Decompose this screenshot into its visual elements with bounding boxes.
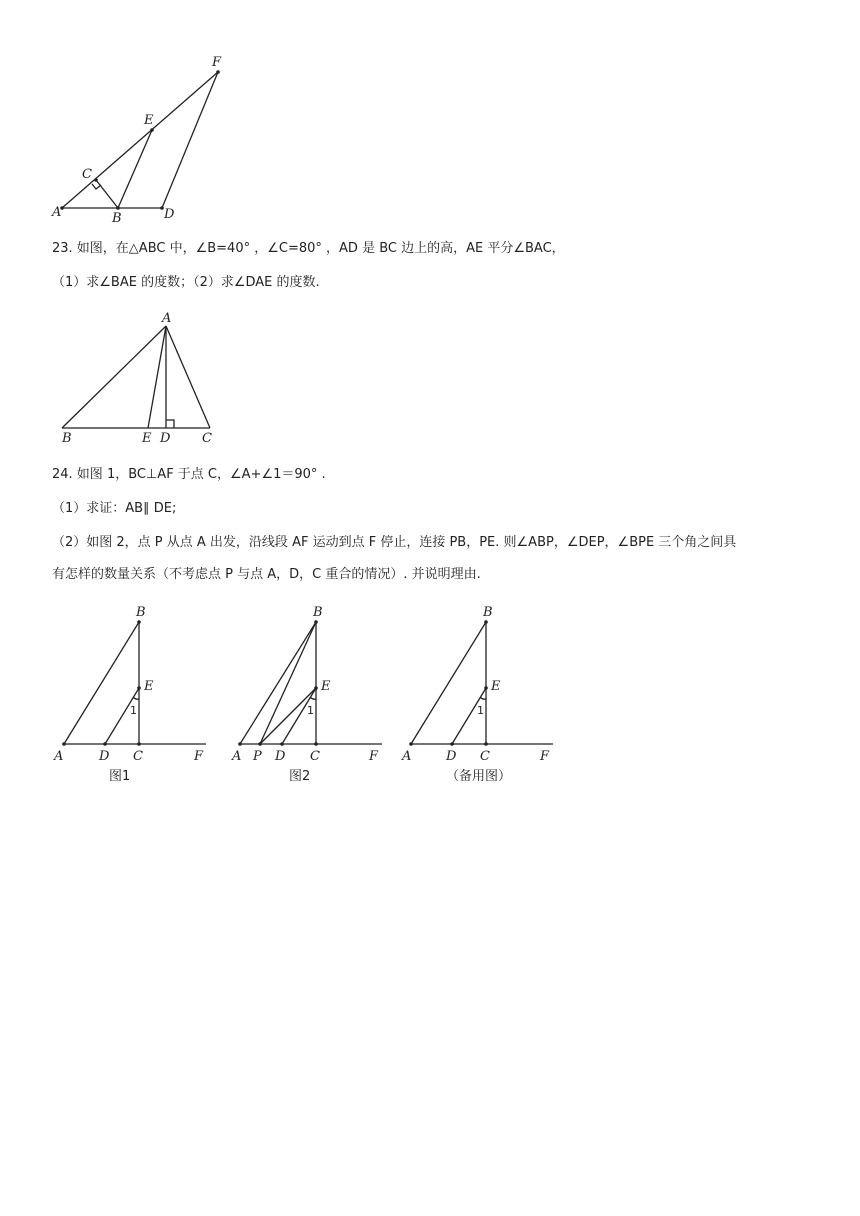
label-e: E	[144, 679, 154, 694]
label-a: A	[402, 749, 412, 764]
q24-figure-1	[53, 605, 206, 784]
label-b: B	[62, 431, 72, 446]
label-b: B	[483, 605, 493, 620]
label-c: C	[310, 749, 320, 764]
caption-fig2: 图2	[289, 769, 311, 784]
label-a: A	[232, 749, 242, 764]
point-c	[137, 742, 141, 746]
point-a	[409, 742, 413, 746]
label-angle-1: 1	[307, 704, 314, 717]
label-a: A	[54, 749, 64, 764]
point-e	[314, 686, 318, 690]
point-a	[62, 742, 66, 746]
label-d: D	[164, 207, 175, 222]
point-b	[137, 620, 141, 624]
label-c: C	[133, 749, 143, 764]
point-a	[238, 742, 242, 746]
point-p	[258, 742, 262, 746]
angle-1-arc	[133, 697, 139, 699]
point-b	[484, 620, 488, 624]
point-b	[314, 620, 318, 624]
q24-line2: （1）求证：AB∥ DE;	[52, 501, 177, 516]
label-d: D	[446, 749, 457, 764]
point-d	[103, 742, 107, 746]
caption-spare: （备用图）	[446, 769, 512, 784]
label-c: C	[82, 167, 92, 182]
label-d: D	[275, 749, 286, 764]
label-e: E	[321, 679, 331, 694]
label-e: E	[491, 679, 501, 694]
label-b: B	[136, 605, 146, 620]
label-angle-1: 1	[477, 704, 484, 717]
label-e: E	[144, 113, 154, 128]
point-d	[450, 742, 454, 746]
point-e	[137, 686, 141, 690]
q24-line1: 24. 如图 1，BC⊥AF 于点 C，∠A+∠1＝90° .	[52, 467, 326, 482]
label-b: B	[112, 211, 122, 226]
point-d	[280, 742, 284, 746]
segment-ab	[64, 622, 139, 744]
angle-1-arc	[310, 697, 316, 699]
label-f: F	[369, 749, 379, 764]
label-f: F	[194, 749, 204, 764]
label-f: F	[212, 55, 222, 70]
label-a: A	[52, 205, 62, 220]
label-f: F	[540, 749, 550, 764]
point-c	[484, 742, 488, 746]
label-c: C	[480, 749, 490, 764]
q24-line3: （2）如图 2，点 P 从点 A 出发，沿线段 AF 运动到点 F 停止，连接 PB，PE. 则∠ABP，∠DEP，∠BPE 三个角之间具	[52, 535, 737, 550]
label-angle-1: 1	[130, 704, 137, 717]
q24-line4: 有怎样的数量关系（不考虑点 P 与点 A，D，C 重合的情况）. 并说明理由.	[52, 567, 481, 582]
point-c	[314, 742, 318, 746]
label-e: E	[142, 431, 152, 446]
label-d: D	[160, 431, 171, 446]
q23-line2: （1）求∠BAE 的度数；（2）求∠DAE 的度数.	[52, 275, 320, 290]
caption-fig1: 图1	[109, 769, 131, 784]
q23-line1: 23. 如图，在△ABC 中，∠B=40° ，∠C=80° ，AD 是 BC 边上的高，AE 平分∠BAC，	[52, 241, 565, 256]
segment-pb	[260, 622, 316, 744]
angle-1-arc	[480, 697, 486, 699]
label-d: D	[99, 749, 110, 764]
segment-ab	[411, 622, 486, 744]
label-c: C	[202, 431, 212, 446]
q24-figure-2	[231, 605, 382, 784]
point-e	[484, 686, 488, 690]
q24-figure-spare	[401, 605, 553, 784]
label-a: A	[162, 311, 172, 326]
label-b: B	[313, 605, 323, 620]
label-p: P	[253, 749, 262, 764]
